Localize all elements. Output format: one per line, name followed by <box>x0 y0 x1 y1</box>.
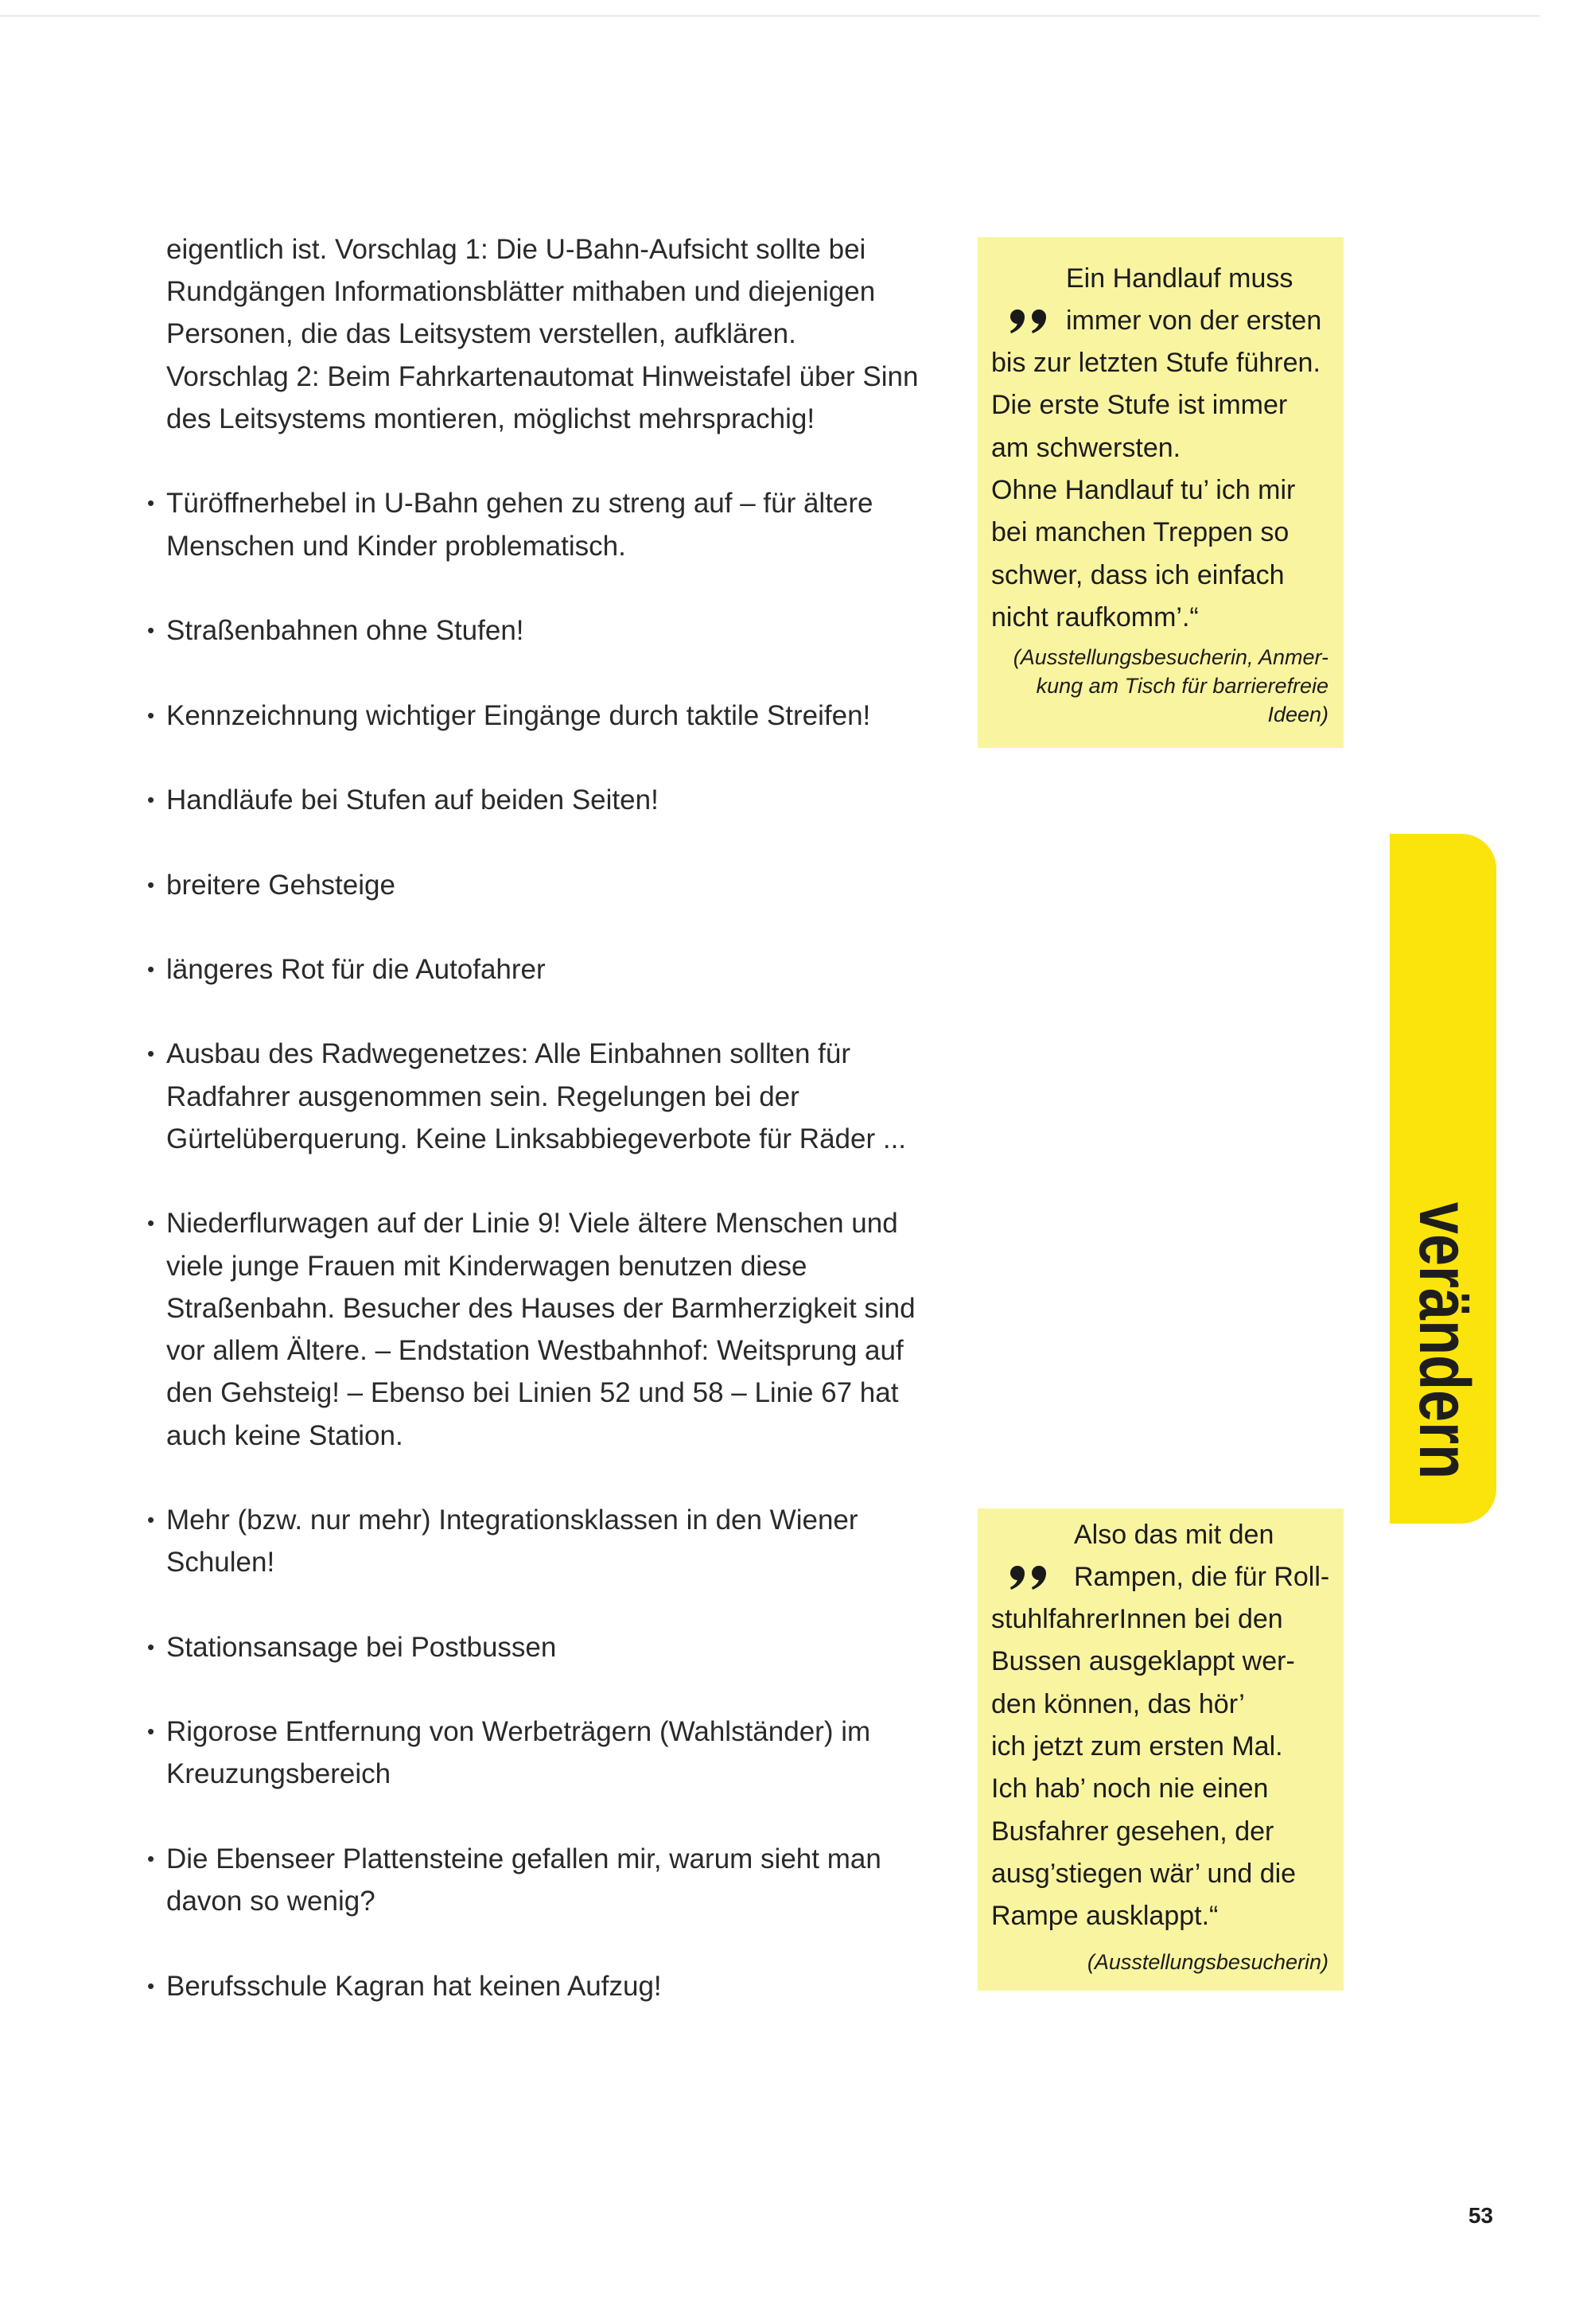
text-line: Menschen und Kinder problematisch. <box>166 530 626 562</box>
attribution-line: Ideen) <box>1267 702 1328 726</box>
quote-mark-icon <box>1007 309 1052 333</box>
quote-line: Rampen, die für Roll- <box>1074 1561 1330 1592</box>
text-line: Schulen! <box>166 1547 275 1579</box>
text-line: • Stationsansage bei Postbussen <box>166 1631 557 1663</box>
attribution-line: kung am Tisch für barrierefreie <box>1036 673 1328 698</box>
quote-line: schwer, dass ich einfach <box>991 559 1285 590</box>
quote-line: ausg’stiegen wär’ und die <box>991 1858 1297 1889</box>
quote-attribution <box>991 1948 1328 1976</box>
bullet-item <box>166 864 962 906</box>
quote-line: bis zur letzten Stufe führen. <box>991 348 1321 379</box>
text-line: Vorschlag 2: Beim Fahrkartenautomat Hinweistafel über Sinn <box>166 360 919 392</box>
quote-mark-icon <box>1007 1566 1052 1590</box>
quote-line: Ohne Handlauf tu’ ich mir <box>991 474 1296 505</box>
quote-line: nicht raufkomm’.“ <box>991 601 1199 633</box>
text-line: • Die Ebenseer Plattensteine gefallen mir, warum sieht man <box>166 1843 881 1874</box>
quote-box <box>978 237 1344 748</box>
quote-line: immer von der ersten <box>1066 305 1322 336</box>
quote-line: Bussen ausgeklappt wer- <box>991 1646 1295 1677</box>
intro-paragraph <box>166 228 962 440</box>
text-line: Straßenbahn. Besucher des Hauses der Barmherzigkeit sind <box>166 1292 916 1324</box>
bullet-item <box>166 1499 962 1583</box>
bullet-item <box>166 1626 962 1668</box>
bullet-item <box>166 1838 962 1922</box>
text-line: Rundgängen Informationsblätter mithaben und diejenigen <box>166 276 876 308</box>
text-line: Gürtelüberquerung. Keine Linksabbiegeverbote für Räder ... <box>166 1123 907 1154</box>
text-line: • Ausbau des Radwegenetzes: Alle Einbahnen sollten für <box>166 1038 851 1070</box>
quote-box <box>978 1508 1344 1991</box>
text-line: • Rigorose Entfernung von Werbeträgern (Wahlständer) im <box>166 1716 871 1748</box>
bullet-item <box>166 695 962 737</box>
attribution-line: (Ausstellungsbesucherin) <box>1087 1949 1328 1974</box>
text-line: Personen, die das Leitsystem verstellen, aufklären. <box>166 318 796 350</box>
quote-line: Rampe ausklappt.“ <box>991 1901 1219 1932</box>
text-line: eigentlich ist. Vorschlag 1: Die U-Bahn-Aufsicht sollte bei <box>166 234 866 265</box>
main-text-column <box>166 228 962 2007</box>
quote-line: stuhlfahrerInnen bei den <box>991 1604 1283 1635</box>
quote-line: ich jetzt zum ersten Mal. <box>991 1730 1283 1761</box>
quote-line: am schwersten. <box>991 432 1181 463</box>
text-line: des Leitsystems montieren, möglichst mehrsprachig! <box>166 403 815 434</box>
text-line: viele junge Frauen mit Kinderwagen benutzen diese <box>166 1250 807 1282</box>
side-tab-label: verändern <box>1404 1201 1484 1480</box>
page-edge-line <box>0 15 1539 17</box>
bullet-item <box>166 1965 962 2007</box>
page-number: 53 <box>1468 2203 1493 2228</box>
text-line: • breitere Gehsteige <box>166 869 395 901</box>
text-line: auch keine Station. <box>166 1419 403 1451</box>
quote-line: Busfahrer gesehen, der <box>991 1816 1274 1847</box>
quote-line: Also das mit den <box>1074 1519 1274 1550</box>
bullet-item <box>166 779 962 821</box>
text-line: • Straßenbahnen ohne Stufen! <box>166 615 524 647</box>
bullet-item <box>166 1033 962 1160</box>
text-line: • Türöffnerhebel in U-Bahn gehen zu streng auf – für ältere <box>166 488 873 520</box>
text-line: • Mehr (bzw. nur mehr) Integrationsklassen in den Wiener <box>166 1505 858 1536</box>
text-line: den Gehsteig! – Ebenso bei Linien 52 und 58 – Linie 67 hat <box>166 1377 899 1409</box>
bullet-item <box>166 1711 962 1795</box>
text-line: davon so wenig? <box>166 1886 375 1917</box>
quote-line: bei manchen Treppen so <box>991 517 1290 548</box>
attribution-line: (Ausstellungsbesucherin, Anmer- <box>1013 644 1328 669</box>
text-line: • Niederflurwagen auf der Linie 9! Viele ältere Menschen und <box>166 1208 898 1240</box>
section-side-tab <box>1390 834 1496 1524</box>
bullet-item <box>166 482 962 566</box>
quote-line: Die erste Stufe ist immer <box>991 390 1288 421</box>
quote-line-with-mark <box>991 300 1328 342</box>
text-line: • Berufsschule Kagran hat keinen Aufzug! <box>166 1970 662 2002</box>
bullet-item <box>166 948 962 991</box>
text-line: Radfahrer ausgenommen sein. Regelungen bei der <box>166 1080 799 1112</box>
text-line: • Handläufe bei Stufen auf beiden Seiten! <box>166 784 659 816</box>
quote-line: Ich hab’ noch nie einen <box>991 1773 1269 1804</box>
text-line: Kreuzungsbereich <box>166 1758 391 1790</box>
bullet-item <box>166 609 962 652</box>
quote-line: den können, das hör’ <box>991 1688 1245 1719</box>
text-line: • Kennzeichnung wichtiger Eingänge durch taktile Streifen! <box>166 699 871 731</box>
bullet-item <box>166 1202 962 1456</box>
quote-attribution <box>991 643 1328 729</box>
quote-line: Ein Handlauf muss <box>1066 263 1293 294</box>
text-line: • längeres Rot für die Autofahrer <box>166 953 546 985</box>
text-line: vor allem Ältere. – Endstation Westbahnhof: Weitsprung auf <box>166 1335 904 1367</box>
quote-line-with-mark <box>991 1556 1328 1598</box>
